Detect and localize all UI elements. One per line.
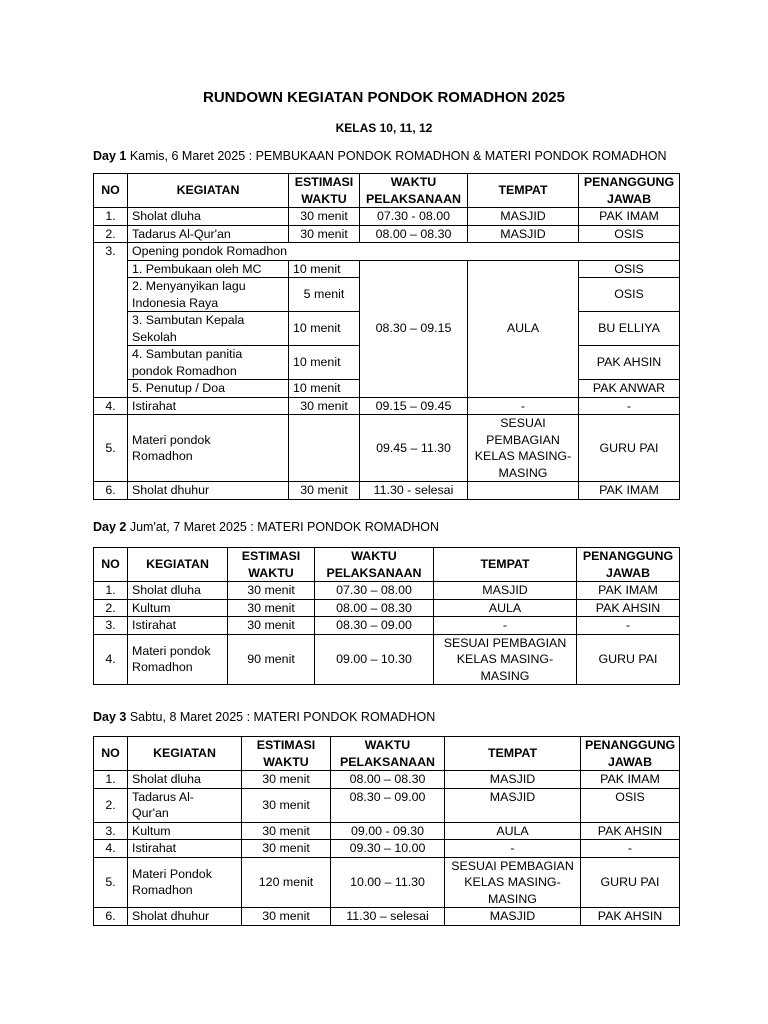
col-estimasi-header-line: ESTIMASI (241, 549, 301, 563)
cell-estimasi: 30 menit (242, 908, 331, 926)
col-tempat-header: TEMPAT (434, 548, 577, 582)
col-pj-header (577, 548, 680, 582)
cell-kegiatan: Opening pondok Romadhon (128, 243, 680, 261)
cell-kegiatan: Istirahat (128, 840, 242, 858)
col-pj-header-line: JAWAB (607, 754, 653, 769)
cell-kegiatan (128, 634, 228, 685)
cell-pj: PAK IMAM (581, 771, 680, 789)
cell-kegiatan-line: Romadhon (132, 883, 193, 898)
col-kegiatan-header: KEGIATAN (128, 737, 242, 771)
col-pj-header-line: JAWAB (605, 565, 651, 580)
col-estimasi-header-line: WAKTU (263, 754, 309, 769)
cell-tempat (434, 634, 577, 685)
cell-kegiatan: Sholat dhuhur (128, 482, 289, 500)
col-no-header: NO (94, 548, 128, 582)
cell-pj: GURU PAI (577, 634, 680, 685)
cell-no: 1. (94, 771, 128, 789)
cell-waktu: 07.30 – 08.00 (315, 582, 434, 600)
cell-waktu: 08.00 – 08.30 (315, 599, 434, 617)
col-waktu-header-line: WAKTU (351, 549, 397, 563)
table-row (94, 415, 680, 482)
table-row (94, 857, 680, 908)
cell-waktu: 08.00 – 08.30 (360, 225, 468, 243)
day3-label: Day 3 (93, 710, 127, 724)
cell-estimasi: 90 menit (228, 634, 315, 685)
cell-no: 3. (94, 243, 128, 261)
cell-kegiatan: 5. Penutup / Doa (128, 380, 289, 398)
cell-estimasi: 10 menit (289, 312, 360, 346)
cell-kegiatan-line: 4. Sambutan panitia (132, 347, 243, 361)
cell-waktu: 08.00 – 08.30 (331, 771, 445, 789)
cell-estimasi: 30 menit (242, 771, 331, 789)
cell-estimasi: 30 menit (289, 208, 360, 226)
day3-heading-text: Sabtu, 8 Maret 2025 : MATERI PONDOK ROMADHON (126, 710, 436, 724)
col-waktu-header (315, 548, 434, 582)
cell-kegiatan: Kultum (128, 599, 228, 617)
day3-table (93, 736, 680, 926)
cell-pj: - (577, 617, 680, 635)
cell-no-empty (94, 260, 128, 397)
cell-waktu: 07.30 - 08.00 (360, 208, 468, 226)
cell-pj: - (579, 397, 680, 415)
col-estimasi-header-line: WAKTU (248, 565, 294, 580)
cell-pj: OSIS (579, 225, 680, 243)
cell-estimasi: 30 menit (289, 482, 360, 500)
cell-no: 6. (94, 908, 128, 926)
cell-estimasi: 30 menit (242, 822, 331, 840)
col-no-header: NO (94, 737, 128, 771)
cell-tempat-line: PEMBAGIAN (486, 432, 560, 447)
col-waktu-header-line: PELAKSANAAN (366, 191, 461, 206)
table-header-row (94, 174, 680, 208)
cell-tempat: AULA (468, 260, 579, 397)
cell-kegiatan (128, 788, 242, 822)
day2-heading (93, 520, 439, 534)
col-waktu-header-line: WAKTU (364, 738, 411, 752)
cell-pj: GURU PAI (581, 857, 680, 908)
cell-tempat-line: MASING (498, 465, 548, 480)
col-estimasi-header-line: ESTIMASI (256, 738, 316, 752)
cell-waktu: 09.45 – 11.30 (360, 415, 468, 482)
col-pj-header (579, 174, 680, 208)
col-no-header: NO (94, 174, 128, 208)
table-row (94, 397, 680, 415)
cell-kegiatan-line: Materi pondok (132, 432, 211, 447)
cell-no: 2. (94, 788, 128, 822)
cell-tempat-line: KELAS MASING- (456, 652, 554, 666)
cell-estimasi: 30 menit (228, 617, 315, 635)
cell-kegiatan: Tadarus Al-Qur'an (128, 225, 289, 243)
cell-tempat (468, 415, 579, 482)
table-row (94, 840, 680, 858)
day1-table (93, 173, 680, 500)
col-waktu-header-line: PELAKSANAAN (326, 565, 422, 580)
table-row (94, 582, 680, 600)
cell-tempat-empty (468, 482, 579, 500)
cell-kegiatan-line: Materi pondok (132, 643, 211, 658)
cell-no: 1. (94, 208, 128, 226)
cell-estimasi: 30 menit (289, 225, 360, 243)
cell-tempat: MASJID (445, 788, 581, 822)
table-row (94, 243, 680, 261)
cell-waktu: 08.30 – 09.00 (315, 617, 434, 635)
cell-kegiatan-line: Sekolah (132, 329, 177, 344)
col-estimasi-header (228, 548, 315, 582)
day3-heading (93, 710, 435, 724)
cell-kegiatan (128, 278, 289, 312)
col-estimasi-header-line: WAKTU (301, 191, 347, 206)
col-waktu-header-line: PELAKSANAAN (340, 754, 435, 769)
cell-estimasi: 30 menit (242, 840, 331, 858)
cell-no: 2. (94, 599, 128, 617)
col-waktu-header (331, 737, 445, 771)
cell-estimasi: 30 menit (228, 582, 315, 600)
cell-waktu: 09.15 – 09.45 (360, 397, 468, 415)
cell-tempat-line: MASING (488, 891, 537, 906)
col-pj-header-line: JAWAB (606, 191, 652, 206)
cell-kegiatan: Sholat dluha (128, 208, 289, 226)
cell-no: 4. (94, 397, 128, 415)
cell-estimasi: 10 menit (289, 380, 360, 398)
cell-tempat: MASJID (445, 908, 581, 926)
cell-pj: PAK AHSIN (581, 822, 680, 840)
day1-heading-text: Kamis, 6 Maret 2025 : PEMBUKAAN PONDOK ROMADHON & MATERI PONDOK ROMADHON (126, 149, 667, 163)
col-pj-header-line: PENANGGUNG (585, 738, 676, 752)
cell-tempat: - (445, 840, 581, 858)
cell-kegiatan-line: Indonesia Raya (132, 295, 219, 310)
table-row (94, 260, 680, 278)
cell-pj: PAK IMAM (577, 582, 680, 600)
cell-pj: BU ELLIYA (579, 312, 680, 346)
table-row (94, 771, 680, 789)
cell-kegiatan (128, 857, 242, 908)
day2-table (93, 547, 680, 685)
col-tempat-header: TEMPAT (445, 737, 581, 771)
col-pj-header-line: PENANGGUNG (583, 175, 675, 189)
cell-kegiatan-line: pondok Romadhon (132, 363, 237, 378)
page-title: RUNDOWN KEGIATAN PONDOK ROMADHON 2025 (203, 89, 565, 106)
table-row (94, 788, 680, 822)
cell-waktu: 08.30 – 09.00 (331, 788, 445, 822)
cell-no: 4. (94, 634, 128, 685)
cell-kegiatan-line: 2. Menyanyikan lagu (132, 279, 246, 293)
cell-estimasi: 120 menit (242, 857, 331, 908)
cell-tempat: MASJID (434, 582, 577, 600)
cell-waktu: 09.00 - 09.30 (331, 822, 445, 840)
cell-kegiatan-line: 3. Sambutan Kepala (132, 313, 245, 327)
cell-pj: OSIS (579, 278, 680, 312)
cell-pj: PAK AHSIN (581, 908, 680, 926)
cell-kegiatan (128, 415, 289, 482)
cell-pj: PAK AHSIN (579, 346, 680, 380)
cell-no: 2. (94, 225, 128, 243)
cell-pj: PAK IMAM (579, 208, 680, 226)
col-kegiatan-header: KEGIATAN (128, 548, 228, 582)
cell-tempat-line: KELAS MASING- (474, 449, 572, 463)
cell-no: 3. (94, 617, 128, 635)
cell-kegiatan: 1. Pembukaan oleh MC (128, 260, 289, 278)
table-header-row (94, 548, 680, 582)
cell-waktu: 11.30 - selesai (360, 482, 468, 500)
cell-kegiatan-line: Romadhon (132, 660, 193, 675)
col-estimasi-header (242, 737, 331, 771)
cell-no: 4. (94, 840, 128, 858)
cell-tempat-line: KELAS MASING- (464, 875, 561, 889)
cell-pj: OSIS (579, 260, 680, 278)
col-estimasi-header-line: ESTIMASI (294, 175, 354, 189)
cell-pj: GURU PAI (579, 415, 680, 482)
cell-kegiatan (128, 346, 289, 380)
cell-tempat: MASJID (445, 771, 581, 789)
day2-label: Day 2 (93, 520, 127, 534)
cell-kegiatan: Kultum (128, 822, 242, 840)
table-row (94, 482, 680, 500)
cell-kegiatan-line: Tadarus Al- (132, 789, 194, 804)
cell-tempat: AULA (445, 822, 581, 840)
cell-estimasi: 30 menit (242, 788, 331, 822)
col-pj-header (581, 737, 680, 771)
cell-estimasi-empty (289, 415, 360, 482)
class-subtitle: KELAS 10, 11, 12 (335, 121, 433, 135)
cell-waktu: 11.30 – selesai (331, 908, 445, 926)
col-waktu-header (360, 174, 468, 208)
cell-estimasi: 30 menit (228, 599, 315, 617)
table-row (94, 208, 680, 226)
cell-tempat-line: SESUAI (500, 416, 546, 430)
cell-waktu: 09.00 – 10.30 (315, 634, 434, 685)
cell-waktu: 10.00 – 11.30 (331, 857, 445, 908)
cell-tempat-line: SESUAI PEMBAGIAN (451, 858, 574, 873)
cell-pj: PAK AHSIN (577, 599, 680, 617)
col-waktu-header-line: WAKTU (390, 175, 437, 189)
cell-kegiatan-line: Romadhon (132, 449, 193, 463)
cell-no: 5. (94, 857, 128, 908)
cell-kegiatan (128, 312, 289, 346)
cell-kegiatan-line: Materi Pondok (132, 866, 212, 881)
cell-kegiatan: Sholat dluha (128, 771, 242, 789)
cell-kegiatan: Sholat dhuhur (128, 908, 242, 926)
day1-label: Day 1 (93, 149, 127, 163)
cell-no: 5. (94, 415, 128, 482)
cell-tempat: - (434, 617, 577, 635)
col-estimasi-header (289, 174, 360, 208)
cell-estimasi: 30 menit (289, 397, 360, 415)
cell-no: 3. (94, 822, 128, 840)
table-row (94, 908, 680, 926)
cell-pj: OSIS (581, 788, 680, 822)
cell-waktu: 09.30 – 10.00 (331, 840, 445, 858)
cell-estimasi: 10 menit (289, 346, 360, 380)
table-row (94, 599, 680, 617)
table-row (94, 225, 680, 243)
table-row (94, 617, 680, 635)
cell-tempat: AULA (434, 599, 577, 617)
cell-kegiatan: Sholat dluha (128, 582, 228, 600)
table-row (94, 634, 680, 685)
day1-heading (93, 149, 667, 163)
table-row (94, 822, 680, 840)
cell-waktu: 08.30 – 09.15 (360, 260, 468, 397)
cell-kegiatan: Istirahat (128, 617, 228, 635)
cell-tempat (445, 857, 581, 908)
cell-pj: PAK ANWAR (579, 380, 680, 398)
cell-estimasi: 5 menit (289, 278, 360, 312)
table-header-row (94, 737, 680, 771)
cell-no: 1. (94, 582, 128, 600)
col-kegiatan-header: KEGIATAN (128, 174, 289, 208)
cell-tempat-line: SESUAI PEMBAGIAN (443, 635, 567, 650)
cell-pj: - (581, 840, 680, 858)
col-pj-header-line: PENANGGUNG (582, 549, 674, 563)
day2-heading-text: Jum'at, 7 Maret 2025 : MATERI PONDOK ROMADHON (126, 520, 439, 534)
cell-tempat-line: MASING (480, 668, 530, 683)
cell-estimasi: 10 menit (289, 260, 360, 278)
cell-tempat: MASJID (468, 208, 579, 226)
cell-kegiatan: Istirahat (128, 397, 289, 415)
col-tempat-header: TEMPAT (468, 174, 579, 208)
cell-tempat: MASJID (468, 225, 579, 243)
cell-tempat: - (468, 397, 579, 415)
cell-no: 6. (94, 482, 128, 500)
cell-pj: PAK IMAM (579, 482, 680, 500)
cell-kegiatan-line: Qur'an (132, 806, 169, 820)
